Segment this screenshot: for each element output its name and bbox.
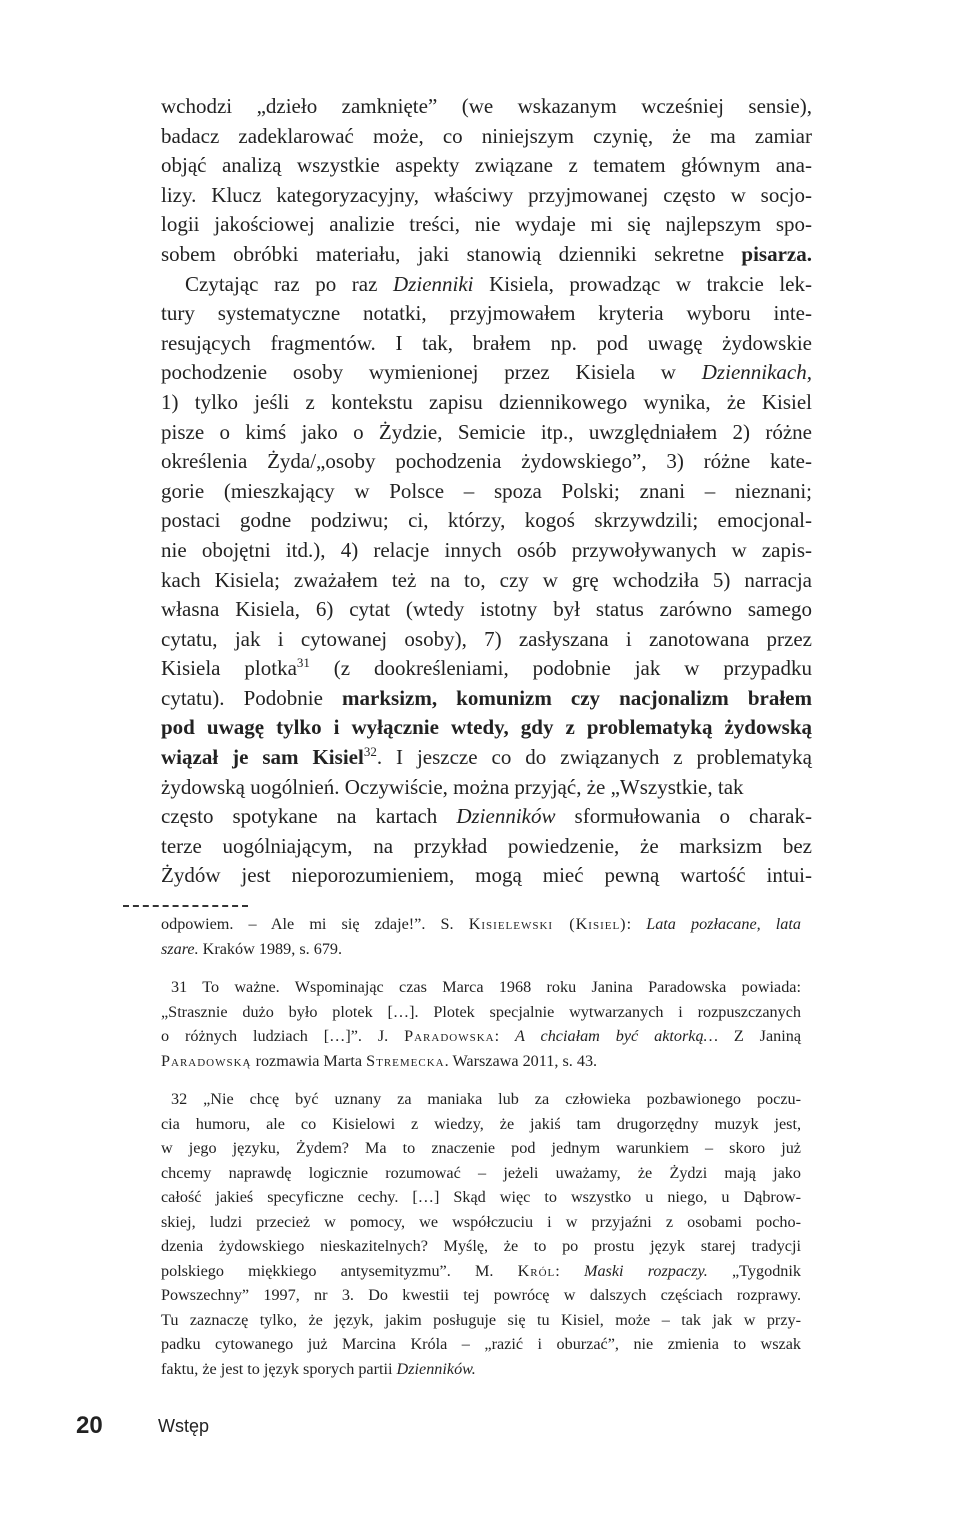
- text-segment: Lata pozłacane, lata: [646, 915, 801, 933]
- text-segment: pisarza.: [741, 241, 812, 266]
- text-segment: 32 „Nie chcę być uznany za maniaka lub za człowieka pozbawionego poczu-: [171, 1090, 801, 1108]
- text-segment: cytatu, jak i cytowanej osoby), 7) zasłyszana i zanotowana przez: [161, 626, 812, 651]
- text-segment: padku cytowanego już Marcina Króla – „razić i oburzać”, nie zmienia to wszak: [161, 1335, 801, 1353]
- text-segment: „Tygodnik: [707, 1261, 801, 1280]
- text-segment: często spotykane na kartach: [161, 804, 457, 829]
- text-segment: logii jakościowej analizie treści, nie wydaje mi się najlepszym spo-: [161, 212, 812, 237]
- text-segment: kach Kisiela; zważałem też na to, czy w grę wchodziła 5) narracja: [161, 567, 812, 592]
- footnote-line: [161, 1112, 801, 1137]
- footnote-line: [161, 1332, 801, 1357]
- text-segment: pochodzenie osoby wymienionej przez Kisiela w: [161, 360, 702, 385]
- text-segment: Kisiela plotka: [161, 656, 297, 681]
- text-segment: A chciałam być aktorką…: [515, 1027, 718, 1045]
- text-segment: Maski rozpaczy.: [583, 1261, 708, 1280]
- text-segment: faktu, że jest to język sporych partii: [161, 1359, 397, 1378]
- body-line: [161, 92, 812, 122]
- text-segment: Żydów jest nieporozumieniem, mogą mieć pewną wartość intui-: [161, 863, 812, 888]
- body-line: [161, 625, 812, 655]
- body-line: [161, 566, 812, 596]
- footnote-line: [161, 1136, 801, 1161]
- body-line: [161, 743, 812, 773]
- footnote-line: [161, 1259, 801, 1284]
- text-segment: :: [555, 1261, 584, 1280]
- body-line: [161, 270, 812, 300]
- text-segment: Dzienniki: [393, 271, 474, 296]
- footnote-line: [161, 1283, 801, 1308]
- text-segment: Powszechny” 1997, nr 3. Do kwestii tej powrócę w dalszych częściach rozprawy.: [161, 1286, 801, 1304]
- footnotes-block: [161, 912, 801, 1381]
- text-segment: Dziennikach,: [701, 360, 812, 385]
- text-segment: dzenia żydowskiego nieskazitelnych? Myślę, że to po prostu język starej tradycji: [161, 1237, 801, 1255]
- text-segment: postaci godne podziwu; ci, którzy, kogoś skrzywdzili; emocjonal-: [161, 508, 812, 533]
- text-segment: „Strasznie dużo było plotek […]. Plotek specjalnie wytwarzanych i rozpuszczanych: [161, 1002, 801, 1021]
- body-line: [161, 861, 812, 891]
- body-line: [161, 713, 812, 743]
- text-segment: :: [494, 1027, 516, 1045]
- footnote-line: [161, 1024, 801, 1049]
- text-segment: Z Janiną: [717, 1027, 802, 1045]
- text-segment: nie obojętni itd.), 4) relacje innych osób przywoływanych w zapis-: [161, 537, 812, 562]
- text-segment: Dzienników.: [396, 1359, 476, 1378]
- text-segment: Czytając raz po raz: [185, 271, 394, 296]
- body-line: [161, 240, 812, 270]
- text-segment: Tu zaznaczę tylko, że język, jakim posługuje się tu Kisiel, może – tak jak w przy-: [161, 1310, 801, 1329]
- text-segment: 1) tylko jeśli z kontekstu zapisu dziennikowego wynika, że Kisiel: [161, 389, 812, 414]
- text-segment: polskiego miękkiego antysemityzmu”. M.: [161, 1261, 518, 1280]
- text-segment: tury systematyczne notatki, przyjmowałem kryteria wyboru inte-: [161, 301, 812, 326]
- body-line: [161, 151, 812, 181]
- body-line: [161, 329, 812, 359]
- footnote-line: [161, 1308, 801, 1333]
- text-segment: wchodzi „dzieło zamknięte” (we wskazanym wcześniej sensie),: [161, 94, 812, 118]
- body-line: [161, 447, 812, 477]
- text-segment: żydowską uogólnień. Oczywiście, można przyjąć, że „Wszystkie, tak: [161, 774, 744, 799]
- text-segment: (z dookreśleniami, podobnie jak w przypadku: [309, 656, 812, 681]
- text-segment: sformułowania o charak-: [555, 804, 812, 829]
- footnote-line: [161, 1185, 801, 1210]
- text-segment: lizy. Klucz kategoryzacyjny, właściwy przyjmowanej często w socjo-: [161, 182, 812, 207]
- body-line: [161, 181, 812, 211]
- body-line: [161, 210, 812, 240]
- text-segment: resujących fragmentów. I tak, brałem np. pod uwagę żydowskie: [161, 330, 812, 355]
- text-segment: wiązał je sam Kisiel: [161, 745, 364, 770]
- text-segment: w jego języku, Żydem? Ma to znaczenie pod jednym warunkiem – skoro już: [161, 1139, 801, 1157]
- page-number: 20: [76, 1412, 103, 1439]
- text-segment: Stremecka: [366, 1051, 445, 1070]
- text-segment: sobem obróbki materiału, jaki stanowią dzienniki sekretne: [161, 241, 742, 266]
- footnote-line: [161, 975, 801, 1000]
- text-segment: 31 To ważne. Wspominając czas Marca 1968 roku Janina Paradowska powiada:: [171, 978, 801, 996]
- text-segment: Kraków 1989, s. 679.: [198, 939, 343, 958]
- body-line: [161, 595, 812, 625]
- text-segment: Dzienników: [456, 804, 556, 829]
- body-line: [161, 506, 812, 536]
- footnote-line: [161, 1049, 801, 1074]
- text-segment: własna Kisiela, 6) cytat (wtedy istotny był status zarówno samego: [161, 597, 812, 622]
- footnote-gap: [161, 961, 801, 975]
- footnote-separator: [123, 905, 248, 907]
- body-line: [161, 388, 812, 418]
- footnote-line: [161, 1087, 801, 1112]
- body-line: [161, 654, 812, 684]
- footnote-ref: 31: [296, 655, 310, 671]
- text-segment: Paradowską: [161, 1051, 252, 1070]
- text-segment: określenia Żyda/„osoby pochodzenia żydowskiego”, 3) różne kate-: [161, 449, 812, 474]
- text-segment: :: [626, 915, 647, 933]
- footnote-line: [161, 1000, 801, 1025]
- text-segment: skiej, ludzi przecież w pomocy, we współczuciu i w przyjaźni z osobami pocho-: [161, 1212, 801, 1231]
- body-line: [161, 122, 812, 152]
- running-head: Wstęp: [158, 1416, 210, 1436]
- footnote-line: [161, 1357, 801, 1382]
- body-line: [161, 536, 812, 566]
- text-segment: Kisielewski (Kisiel): [468, 915, 627, 933]
- text-segment: marksizm, komunizm czy nacjonalizm brałem: [342, 685, 812, 710]
- text-segment: o różnych ludziach […]”. J.: [161, 1027, 405, 1045]
- text-segment: szare.: [161, 939, 199, 958]
- text-segment: pisze o kimś jako o Żydzie, Semicie itp., uwzględniałem 2) różne: [161, 419, 812, 444]
- body-line: [161, 773, 812, 803]
- text-segment: całość jakieś specyficzne cechy. […] Skąd więc to wszystko u niego, u Dąbrow-: [161, 1188, 801, 1206]
- text-segment: terze uogólniającym, na przykład powiedzenie, że marksizm bez: [161, 833, 812, 858]
- footnote-line: [161, 1161, 801, 1186]
- text-segment: . Warszawa 2011, s. 43.: [444, 1051, 598, 1070]
- footnote-line: [161, 937, 801, 962]
- text-segment: odpowiem. – Ale mi się zdaje!”. S.: [161, 915, 469, 933]
- text-segment: pod uwagę tylko i wyłącznie wtedy, gdy z problematyką żydowską: [161, 715, 812, 740]
- text-segment: objąć analizą wszystkie aspekty związane z tematem głównym ana-: [161, 153, 812, 178]
- footnote-line: [161, 1234, 801, 1259]
- text-segment: Paradowska: [404, 1027, 495, 1045]
- body-line: [161, 358, 812, 388]
- text-segment: badacz zadeklarować może, co niniejszym czynię, że ma zamiar: [161, 123, 812, 148]
- text-segment: cytatu). Podobnie: [161, 685, 343, 710]
- footnote-gap: [161, 1073, 801, 1087]
- body-line: [161, 684, 812, 714]
- body-line: [161, 477, 812, 507]
- body-line: [161, 802, 812, 832]
- text-segment: Kisiela, prowadząc w trakcie lek-: [473, 271, 812, 296]
- body-line: [161, 418, 812, 448]
- text-segment: cia humoru, ale co Kisielowi z wiedzy, że jakiś tam drugorzędny muzyk jest,: [161, 1114, 801, 1133]
- main-text-block: [161, 92, 812, 891]
- body-line: [161, 832, 812, 862]
- text-segment: rozmawia Marta: [251, 1051, 367, 1070]
- footnote-line: [161, 1210, 801, 1235]
- footnote-line: [161, 912, 801, 937]
- body-line: [161, 299, 812, 329]
- text-segment: chcemy naprawdę logicznie rozumować – jeżeli uważamy, że Żydzi mają jako: [161, 1163, 801, 1182]
- text-segment: Król: [517, 1261, 556, 1280]
- text-segment: . I jeszcze co do związanych z problematyką: [376, 745, 812, 770]
- footnote-ref: 32: [363, 744, 377, 760]
- text-segment: gorie (mieszkający w Polsce – spoza Polski; znani – nieznani;: [161, 478, 812, 503]
